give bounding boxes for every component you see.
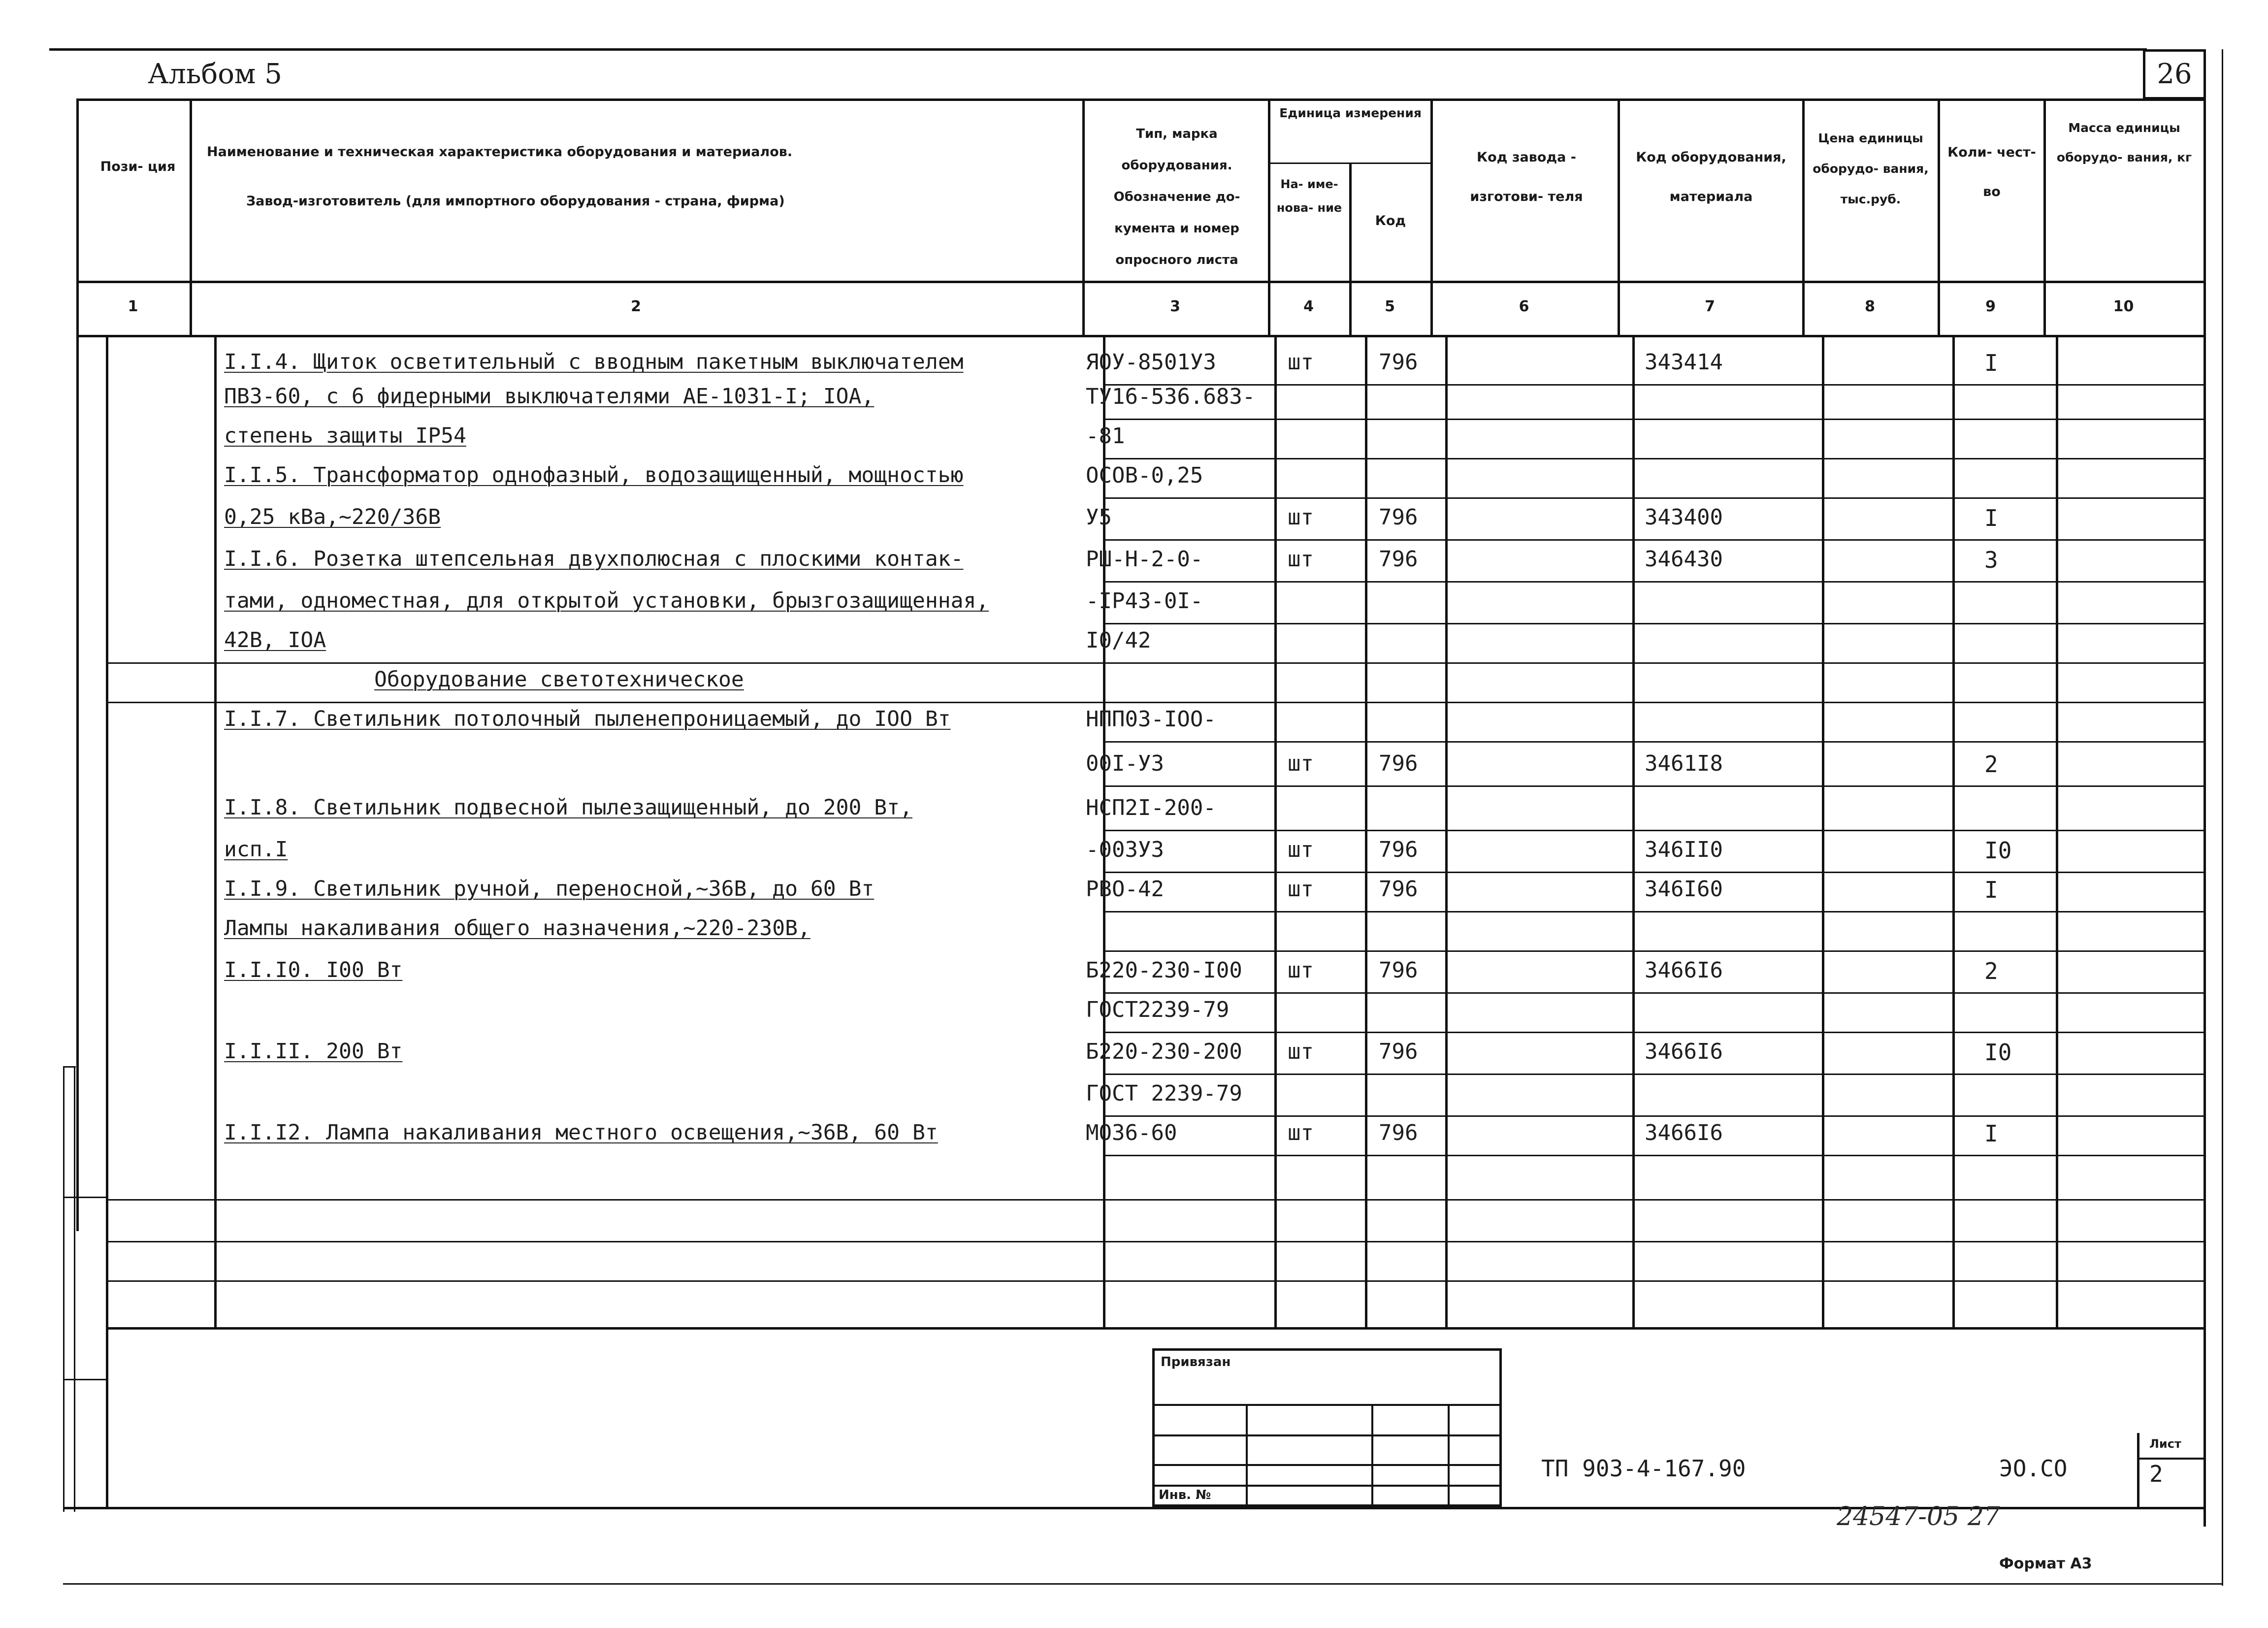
cell-mat: 3466I6 (1645, 1120, 1723, 1145)
cell-qty: I (1984, 877, 1998, 903)
stamp-vline-3 (1448, 1404, 1450, 1507)
cell-mat: 3466I6 (1645, 958, 1723, 983)
colnum-10: 10 (2113, 298, 2134, 315)
row-line (1103, 581, 2204, 583)
left-strip-mid (63, 1197, 108, 1198)
header-col2-line2: Завод-изготовитель (для импортного оборудования - страна, фирма) (246, 194, 785, 209)
cell-type: ЯОУ-8501УЗ (1086, 350, 1216, 375)
cell-type: У5 (1086, 505, 1112, 530)
album-label: Альбом 5 (148, 58, 282, 90)
sheet-box (2137, 1433, 2206, 1507)
cell-code: 796 (1379, 350, 1418, 375)
cell-type: -003У3 (1086, 837, 1164, 862)
cell-mat: 3461I8 (1645, 751, 1723, 776)
body-col-div-6 (1445, 335, 1448, 1330)
empty-row-line-3 (106, 1280, 2204, 1282)
stamp-vline-1 (1246, 1404, 1248, 1507)
page-bottom-rule (63, 1583, 2222, 1585)
cell-name: степень защиты IP54 (224, 423, 466, 448)
right-outer-border (2222, 49, 2223, 1586)
cell-name: I.I.9. Светильник ручной, переносной,~36В, до 60 Вт (224, 877, 875, 901)
cell-type: РВО-42 (1086, 877, 1164, 902)
cell-name: I.I.I0. I00 Вт (224, 958, 403, 982)
cell-code: 796 (1379, 505, 1418, 530)
cell-type: Б220-230-I00 (1086, 958, 1242, 983)
colnum-4: 4 (1303, 298, 1314, 315)
cell-unit: шт (1288, 751, 1314, 776)
form-top-border (76, 98, 2204, 101)
sheet-number: 2 (2149, 1461, 2163, 1487)
cell-code: 796 (1379, 958, 1418, 983)
cell-name: I.I.7. Светильник потолочный пыленепроницаемый, до IOO Вт (224, 707, 951, 731)
header-col8: Цена единицы оборудо- вания, тыс.руб. (1813, 131, 1929, 206)
row-line (1103, 419, 2204, 420)
cell-name: Лампы накаливания общего назначения,~220-230В, (224, 916, 810, 941)
cell-qty: I (1984, 350, 1998, 376)
empty-row-line-1 (106, 1199, 2204, 1201)
body-col-div-8 (1822, 335, 1824, 1330)
cell-type: ОСОВ-0,25 (1086, 463, 1203, 488)
cell-qty: 2 (1984, 958, 1998, 984)
row-line (1103, 830, 2204, 831)
cell-name: I.I.5. Трансформатор однофазный, водозащищенный, мощностью (224, 463, 964, 488)
cell-name: тами, одноместная, для открытой установки, брызгозащищенная, (224, 588, 989, 613)
cell-type: -81 (1086, 423, 1125, 449)
stamp-block (1152, 1348, 1502, 1507)
header-col45: Единица измерения (1279, 106, 1422, 120)
cell-type: НПП03-IOO- (1086, 707, 1216, 732)
colnum-7: 7 (1705, 298, 1715, 315)
body-bottom (106, 1327, 2204, 1330)
cell-type: Б220-230-200 (1086, 1039, 1242, 1064)
cell-code: 796 (1379, 751, 1418, 776)
cell-qty: 3 (1984, 547, 1998, 573)
section-code: ЭО.СО (1999, 1455, 2068, 1482)
inv-no-label: Инв. № (1159, 1488, 1211, 1502)
row-line (1103, 384, 2204, 386)
left-strip-mid2 (63, 1379, 108, 1380)
header-col9: Коли- чест- во (1947, 145, 2036, 199)
cell-unit: шт (1288, 1120, 1314, 1145)
cell-mat: 346I60 (1645, 877, 1723, 902)
cell-name: 0,25 кВа,~220/36В (224, 505, 441, 529)
cell-qty: 2 (1984, 751, 1998, 778)
cell-mat: 343414 (1645, 350, 1723, 375)
cell-code: 796 (1379, 1039, 1418, 1064)
cell-type: ТУ16-536.683- (1086, 384, 1256, 409)
row-line (1103, 623, 2204, 624)
row-line (1103, 785, 2204, 787)
cell-mat: 3466I6 (1645, 1039, 1723, 1064)
empty-row-line-2 (106, 1241, 2204, 1242)
header-col1: Пози- ция (100, 159, 176, 174)
left-border (76, 98, 79, 1231)
row-line (1103, 497, 2204, 499)
cell-mat: 343400 (1645, 505, 1723, 530)
sheet-box-line (2139, 1458, 2206, 1460)
header-col7: Код оборудования, материала (1636, 150, 1786, 204)
row-line (1103, 539, 2204, 541)
cell-name: Оборудование светотехническое (374, 667, 744, 692)
cell-qty: I0 (1984, 1039, 2012, 1066)
cell-mat: 346II0 (1645, 837, 1723, 862)
body-col-div-5 (1365, 335, 1367, 1330)
cell-name: I.I.II. 200 Вт (224, 1039, 403, 1064)
header-bottom (76, 281, 2204, 283)
cell-unit: шт (1288, 350, 1314, 375)
cell-type: ГОСТ 2239-79 (1086, 1081, 1242, 1106)
cell-unit: шт (1288, 837, 1314, 862)
cell-type: ГОСТ2239-79 (1086, 997, 1230, 1022)
cell-type: I0/42 (1086, 628, 1151, 653)
colnum-6: 6 (1519, 298, 1529, 315)
row-line (1103, 872, 2204, 873)
page-number-box (2143, 49, 2206, 99)
cell-type: -IP43-0I- (1086, 588, 1203, 614)
body-col-div-7 (1632, 335, 1635, 1330)
body-col-div-4 (1274, 335, 1277, 1330)
left-strip-top (63, 1066, 76, 1068)
cell-code: 796 (1379, 1120, 1418, 1145)
colnum-9: 9 (1985, 298, 1996, 315)
cell-mat: 346430 (1645, 547, 1723, 572)
row-line (1103, 911, 2204, 912)
privyazan-label: Привязан (1161, 1355, 1231, 1369)
cell-type: РШ-Н-2-0- (1086, 547, 1203, 572)
row-line (1103, 1074, 2204, 1075)
cell-name: исп.I (224, 837, 288, 862)
row-line (1103, 950, 2204, 952)
header-col2-line1: Наименование и техническая характеристика оборудования и материалов. (207, 144, 793, 160)
cell-name: I.I.6. Розетка штепсельная двухполюсная с плоскими контак- (224, 547, 964, 571)
doc-code: ТП 903-4-167.90 (1541, 1455, 1746, 1482)
cell-name: I.I.I2. Лампа накаливания местного освещения,~36В, 60 Вт (224, 1120, 938, 1145)
cell-unit: шт (1288, 958, 1314, 983)
handwritten-number: 24547-05 27 (1837, 1502, 2000, 1531)
colnum-1: 1 (128, 298, 138, 315)
left-margin-strip (63, 1066, 65, 1512)
colnum-8: 8 (1865, 298, 1875, 315)
body-col-div-1 (106, 335, 108, 1330)
row-line (106, 662, 2204, 664)
colnum-5: 5 (1385, 298, 1395, 315)
left-margin-strip-inner (74, 1066, 75, 1512)
top-rule (49, 48, 2147, 51)
body-col-div-9 (1952, 335, 1955, 1330)
colnum-3: 3 (1170, 298, 1180, 315)
colnum-bottom (76, 335, 2204, 337)
cell-name: 42В, IOA (224, 628, 326, 652)
header-col6: Код завода - изготови- теля (1470, 150, 1583, 204)
colnum-2: 2 (631, 298, 641, 315)
right-border (2203, 98, 2206, 1527)
row-line (1103, 1155, 2204, 1156)
header-col5: Код (1375, 213, 1406, 228)
cell-type: МО36-60 (1086, 1120, 1177, 1145)
cell-qty: I (1984, 505, 1998, 531)
header-col10: Масса единицы оборудо- вания, кг (2056, 121, 2192, 164)
format-label: Формат А3 (1999, 1555, 2092, 1572)
row-line (1103, 992, 2204, 994)
body-col-div-2 (214, 335, 217, 1330)
row-line (1103, 741, 2204, 743)
cell-qty: I0 (1984, 837, 2012, 864)
row-line (1103, 1032, 2204, 1033)
cell-code: 796 (1379, 547, 1418, 572)
sheet-label: Лист (2149, 1437, 2181, 1451)
header-col3: Тип, марка оборудования. Обозначение до- кумента и номер опросного листа (1113, 127, 1240, 267)
cell-unit: шт (1288, 505, 1314, 530)
row-line (106, 702, 2204, 703)
cell-type: НСП2I-200- (1086, 795, 1216, 820)
cell-qty: I (1984, 1120, 1998, 1147)
body-col-div-10 (2056, 335, 2058, 1330)
cell-name: I.I.8. Светильник подвесной пылезащищенный, до 200 Вт, (224, 795, 912, 820)
cell-unit: шт (1288, 547, 1314, 572)
cell-name: ПВЗ-60, с 6 фидерными выключателями АЕ-1031-I; IOA, (224, 384, 875, 409)
page-number: 26 (2157, 58, 2192, 90)
row-line (1103, 458, 2204, 459)
cell-unit: шт (1288, 1039, 1314, 1064)
stamp-vline-2 (1371, 1404, 1373, 1507)
cell-code: 796 (1379, 837, 1418, 862)
cell-code: 796 (1379, 877, 1418, 902)
row-line (1103, 1115, 2204, 1117)
header-col4: На- име- нова- ние (1276, 177, 1342, 215)
cell-unit: шт (1288, 877, 1314, 902)
cell-type: 00I-У3 (1086, 751, 1164, 776)
cell-name: I.I.4. Щиток осветительный с вводным пакетным выключателем (224, 350, 964, 374)
